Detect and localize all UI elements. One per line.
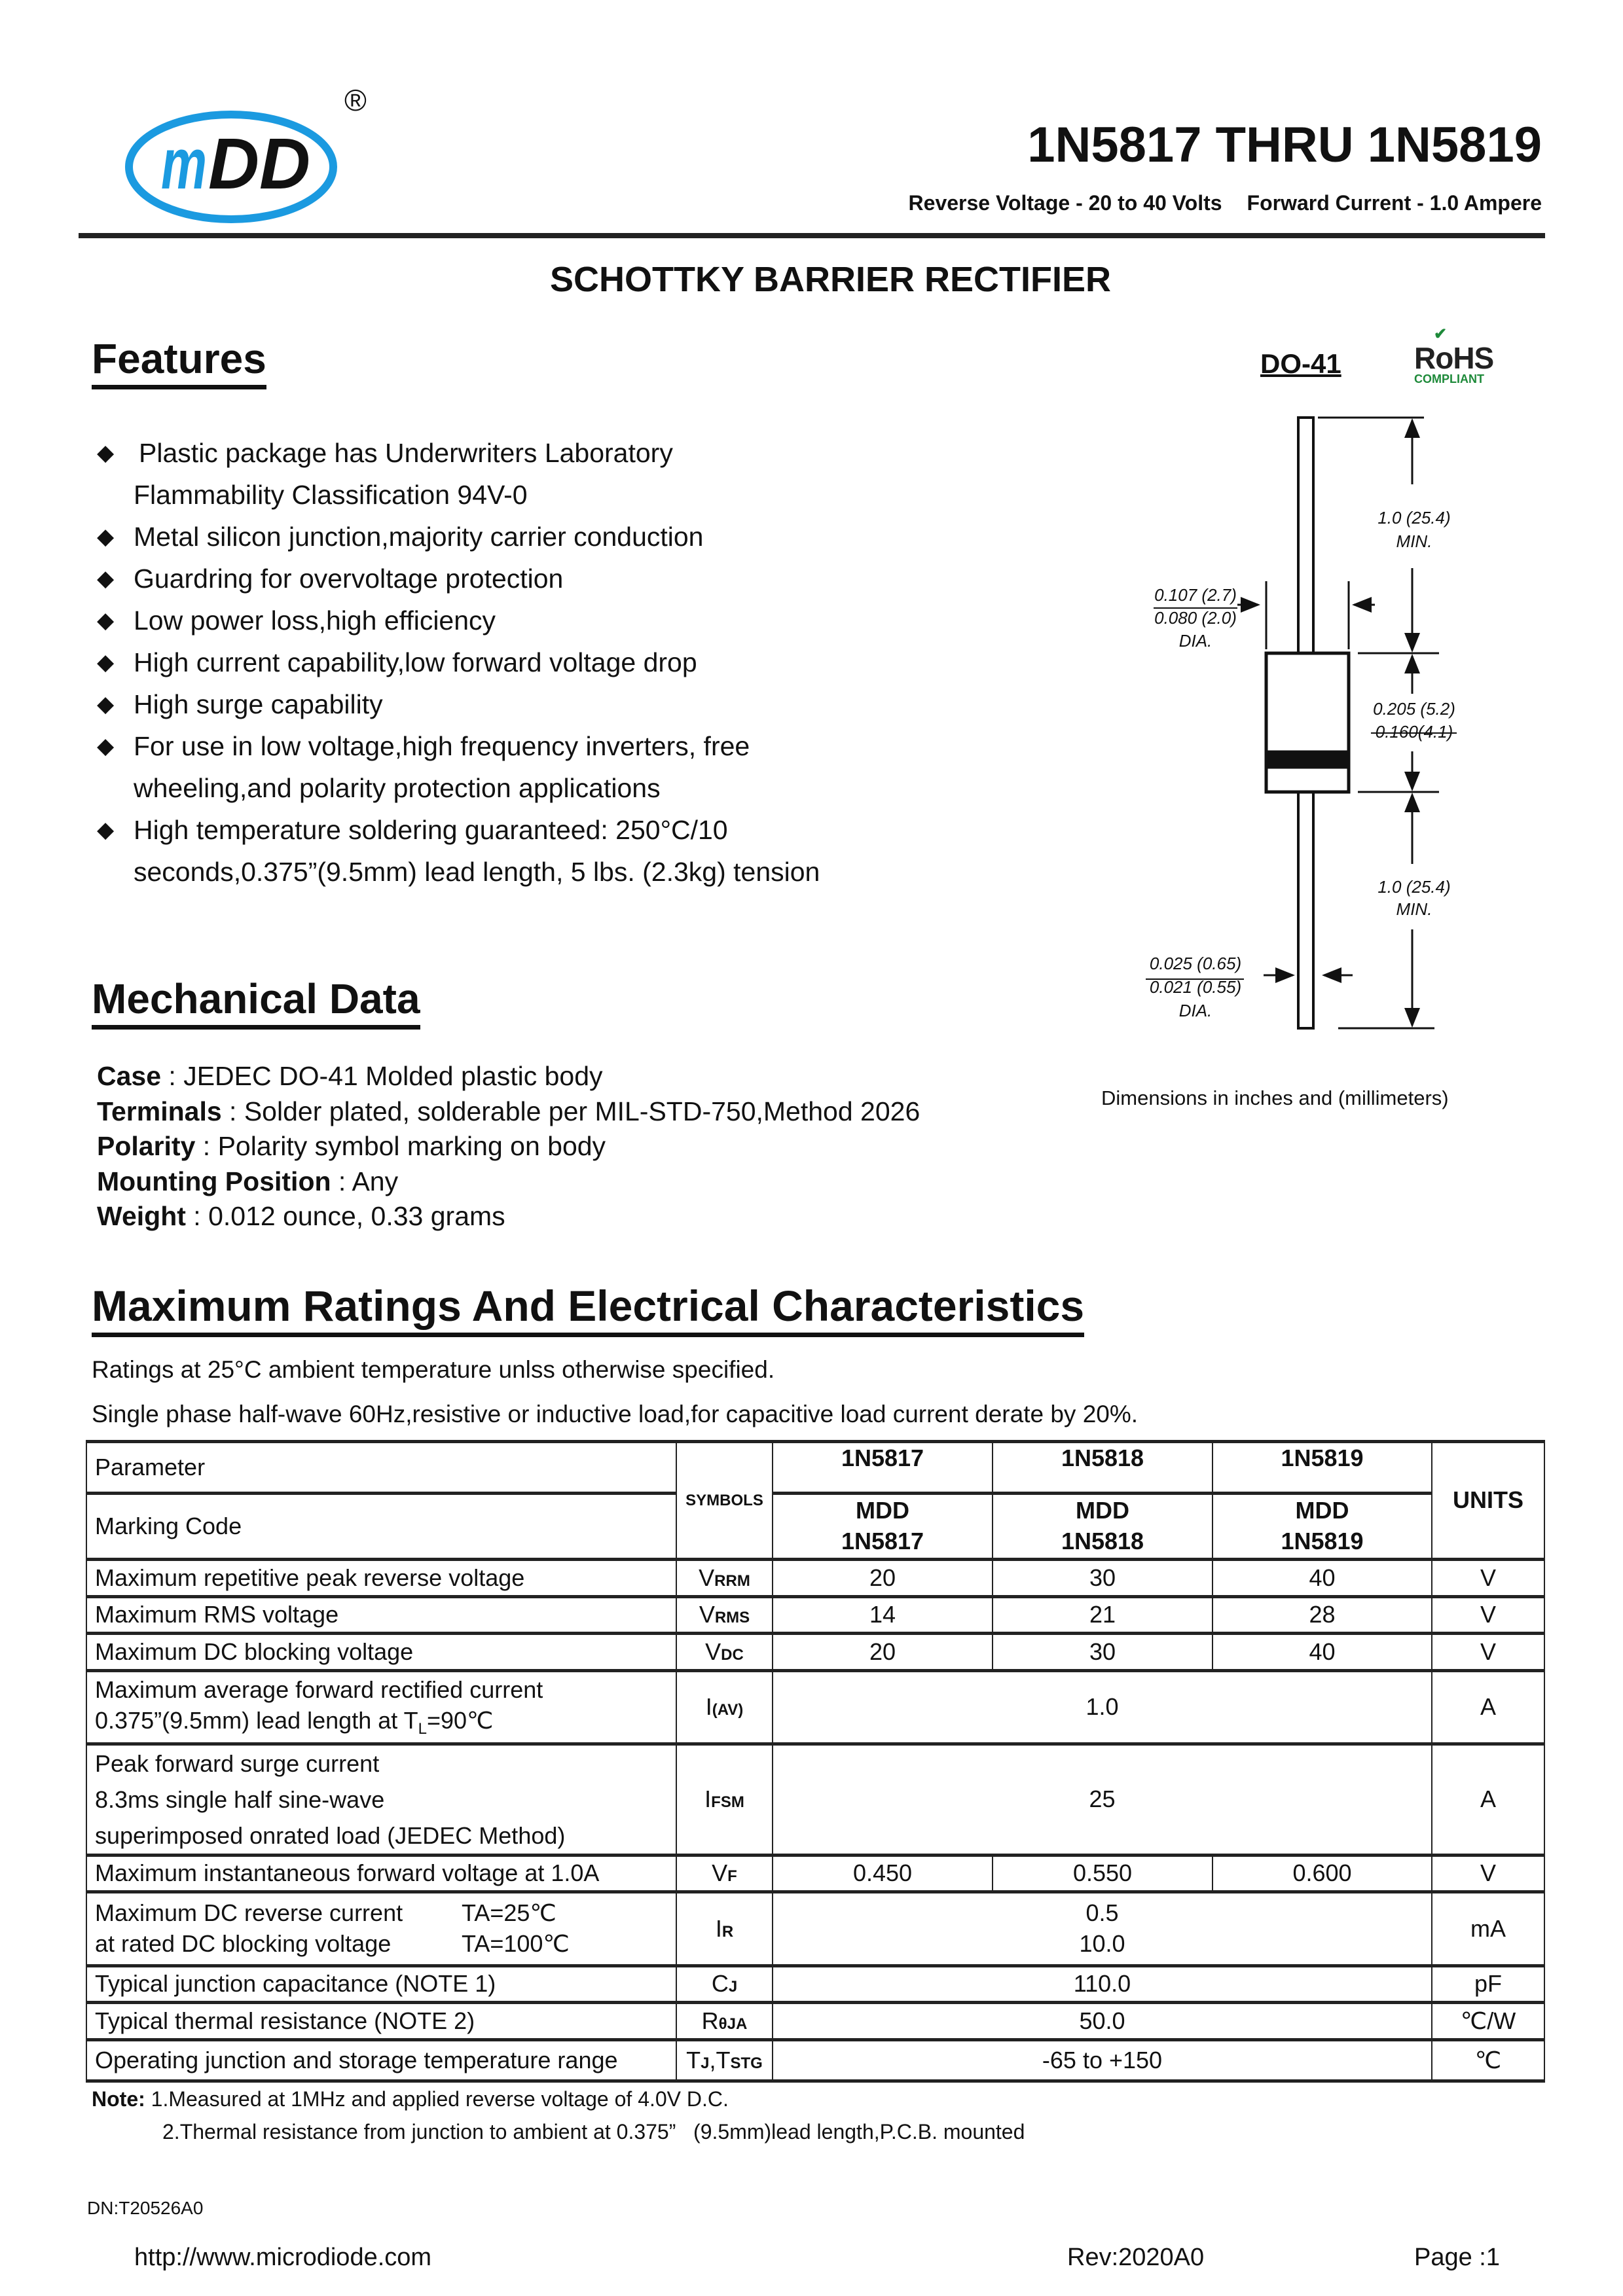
mechanical-data <box>97 1059 920 1234</box>
document-number: DN:T20526A0 <box>87 2198 204 2218</box>
note-1 <box>92 2083 1025 2115</box>
mech-row <box>97 1094 920 1130</box>
dim-body-dia-max: 0.107 (2.7) <box>1154 585 1237 605</box>
table-row <box>86 1966 1544 2003</box>
symbol-cell: IFSM <box>676 1744 773 1856</box>
value-cell: 30 <box>993 1560 1213 1597</box>
value-cell: -65 to +150 <box>773 2040 1432 2081</box>
param-cell: Maximum instantaneous forward voltage at 1.0A <box>86 1856 676 1892</box>
table-row <box>86 2003 1544 2040</box>
diamond-bullet-icon: ◆ <box>97 566 115 591</box>
forward-current: Forward Current - 1.0 Ampere <box>1247 191 1542 215</box>
feature-text: Metal silicon junction,majority carrier conduction <box>134 522 704 552</box>
page-number: Page :1 <box>1414 2244 1500 2271</box>
dim-lead-length-bottom-min: MIN. <box>1396 899 1432 919</box>
company-logo <box>124 105 340 229</box>
param-cell: Maximum repetitive peak reverse voltage <box>86 1560 676 1597</box>
mech-value: : Solder plated, solderable per MIL-STD-750,Method 2026 <box>221 1096 921 1126</box>
unit-cell: ℃ <box>1432 2040 1544 2081</box>
package-name: DO-41 <box>1260 348 1341 379</box>
diamond-bullet-icon: ◆ <box>97 608 115 633</box>
dim-lead-dia-max: 0.025 (0.65) <box>1149 954 1242 973</box>
table-row <box>86 1856 1544 1892</box>
param-cell: Maximum DC reverse current TA=25℃ at rated DC blocking voltage TA=100℃ <box>86 1892 676 1966</box>
param-cell: Maximum DC blocking voltage <box>86 1634 676 1671</box>
table-row <box>86 1597 1544 1634</box>
mech-value: : 0.012 ounce, 0.33 grams <box>185 1201 505 1231</box>
mech-row <box>97 1199 920 1234</box>
marking-brand: MDD <box>856 1497 909 1524</box>
mech-label: Mounting Position <box>97 1166 331 1196</box>
ratings-heading: Maximum Ratings And Electrical Characteristics <box>92 1282 1084 1337</box>
mech-value: : Any <box>331 1166 399 1196</box>
dimensions-caption: Dimensions in inches and (millimeters) <box>1101 1086 1449 1109</box>
do41-outline-diagram <box>1113 367 1571 1047</box>
feature-item <box>97 558 828 600</box>
value-cell: 40 <box>1213 1634 1432 1671</box>
param-cell: Peak forward surge current 8.3ms single half sine-wave superimposed onrated load (JEDEC Method) <box>86 1744 676 1856</box>
table-row <box>86 1892 1544 1966</box>
param-cell: Operating junction and storage temperature range <box>86 2040 676 2081</box>
value-cell: 20 <box>773 1634 993 1671</box>
features-list <box>97 432 828 893</box>
value-cell: 25 <box>773 1744 1432 1856</box>
symbol-cell: VDC <box>676 1634 773 1671</box>
dim-lead-dia-min: 0.021 (0.55) <box>1149 977 1242 997</box>
table-row <box>86 1634 1544 1671</box>
units-header: UNITS <box>1432 1442 1544 1560</box>
value-cell: 20 <box>773 1560 993 1597</box>
mech-label: Polarity <box>97 1131 196 1161</box>
value-cell: 0.600 <box>1213 1856 1432 1892</box>
marking-code <box>993 1494 1213 1560</box>
registered-mark: ® <box>344 83 367 117</box>
marking-part: 1N5818 <box>1061 1528 1144 1554</box>
features-heading: Features <box>92 335 266 389</box>
svg-text:DD: DD <box>208 124 310 204</box>
ratings-note-1: Ratings at 25°C ambient temperature unlss otherwise specified. <box>92 1356 775 1383</box>
diamond-bullet-icon: ◆ <box>97 440 115 465</box>
ratings-table <box>86 1440 1545 2083</box>
value-cell: 0.550 <box>993 1856 1213 1892</box>
reverse-voltage: Reverse Voltage - 20 to 40 Volts <box>908 191 1222 215</box>
mech-label: Terminals <box>97 1096 222 1126</box>
mech-row <box>97 1164 920 1200</box>
model-header: 1N5819 <box>1213 1442 1432 1494</box>
value-cell: 30 <box>993 1634 1213 1671</box>
table-row <box>86 1560 1544 1597</box>
marking-label: Marking Code <box>86 1494 676 1560</box>
mechanical-heading: Mechanical Data <box>92 975 420 1030</box>
note-2 <box>92 2115 1025 2148</box>
symbol-cell: VF <box>676 1856 773 1892</box>
dim-lead-dia-label: DIA. <box>1178 1001 1213 1020</box>
unit-cell: ℃/W <box>1432 2003 1544 2040</box>
feature-item <box>97 432 828 516</box>
part-title: 1N5817 THRU 1N5819 <box>1027 117 1542 173</box>
symbol-cell: I(AV) <box>676 1671 773 1744</box>
table-header-row <box>86 1442 1544 1494</box>
mech-label: Weight <box>97 1201 186 1231</box>
diamond-bullet-icon: ◆ <box>97 524 115 549</box>
value-cell: 1.0 <box>773 1671 1432 1744</box>
value-cell: 21 <box>993 1597 1213 1634</box>
diamond-bullet-icon: ◆ <box>97 650 115 675</box>
rohs-compliant-text: COMPLIANT <box>1414 372 1484 386</box>
unit-cell: A <box>1432 1744 1544 1856</box>
note-text: (9.5mm)lead length,P.C.B. mounted <box>693 2120 1025 2144</box>
dim-lead-length-top: 1.0 (25.4) <box>1377 508 1451 528</box>
value-cell: 0.5 10.0 <box>773 1892 1432 1966</box>
feature-text: For use in low voltage,high frequency inverters, free wheeling,and polarity protection applications <box>134 731 750 803</box>
website-link[interactable]: http://www.microdiode.com <box>134 2244 432 2271</box>
marking-brand: MDD <box>1076 1497 1129 1524</box>
ratings-note-2: Single phase half-wave 60Hz,resistive or inductive load,for capacitive load current derate by 20%. <box>92 1401 1139 1427</box>
feature-text: Low power loss,high efficiency <box>134 605 496 636</box>
marking-part: 1N5817 <box>841 1528 924 1554</box>
dim-body-length-min: 0.160(4.1) <box>1375 722 1453 742</box>
mech-row <box>97 1129 920 1164</box>
unit-cell: pF <box>1432 1966 1544 2003</box>
mech-value: : JEDEC DO-41 Molded plastic body <box>161 1061 603 1091</box>
unit-cell: V <box>1432 1560 1544 1597</box>
symbol-cell: VRMS <box>676 1597 773 1634</box>
mech-label: Case <box>97 1061 162 1091</box>
param-cell: Typical junction capacitance (NOTE 1) <box>86 1966 676 2003</box>
feature-item <box>97 809 828 893</box>
diamond-bullet-icon: ◆ <box>97 817 115 842</box>
feature-text: Plastic package has Underwriters Laboratory Flammability Classification 94V-0 <box>134 438 673 510</box>
feature-item <box>97 683 828 725</box>
header-divider <box>79 233 1545 238</box>
dim-body-dia-min: 0.080 (2.0) <box>1154 608 1237 628</box>
note-text: 1.Measured at 1MHz and applied reverse voltage of 4.0V D.C. <box>151 2087 729 2111</box>
rohs-check-icon: ✔ <box>1434 325 1448 343</box>
mech-row <box>97 1059 920 1094</box>
unit-cell: V <box>1432 1597 1544 1634</box>
parameter-header: Parameter <box>86 1442 676 1494</box>
param-cell: Maximum RMS voltage <box>86 1597 676 1634</box>
symbol-cell: TJ,TSTG <box>676 2040 773 2081</box>
ratings-summary <box>909 191 1542 215</box>
notes <box>92 2083 1025 2148</box>
table-row <box>86 1744 1544 1856</box>
feature-text: High current capability,low forward voltage drop <box>134 647 697 677</box>
marking-code <box>1213 1494 1432 1560</box>
dim-lead-length-bottom: 1.0 (25.4) <box>1377 877 1451 897</box>
dim-lead-length-top-min: MIN. <box>1396 531 1432 551</box>
table-row <box>86 1671 1544 1744</box>
feature-text: High temperature soldering guaranteed: 250°C/10 seconds,0.375”(9.5mm) lead length, 5 lbs. (2.3kg) tension <box>134 815 820 887</box>
feature-text: Guardring for overvoltage protection <box>134 564 564 594</box>
dim-body-dia-label: DIA. <box>1178 631 1213 651</box>
model-header: 1N5817 <box>773 1442 993 1494</box>
symbol-cell: IR <box>676 1892 773 1966</box>
value-cell: 14 <box>773 1597 993 1634</box>
marking-row <box>86 1494 1544 1560</box>
param-cell: Maximum average forward rectified current 0.375”(9.5mm) lead length at $T_L=90℃$ <box>86 1671 676 1744</box>
value-cell: 28 <box>1213 1597 1432 1634</box>
symbols-header: SYMBOLS <box>676 1442 773 1560</box>
marking-code <box>773 1494 993 1560</box>
unit-cell: A <box>1432 1671 1544 1744</box>
value-cell: 0.450 <box>773 1856 993 1892</box>
feature-item <box>97 516 828 558</box>
unit-cell: V <box>1432 1634 1544 1671</box>
feature-text: High surge capability <box>134 689 383 719</box>
note-text: 2.Thermal resistance from junction to ambient at 0.375” <box>162 2120 676 2144</box>
feature-item <box>97 600 828 641</box>
document-heading: SCHOTTKY BARRIER RECTIFIER <box>549 260 1112 299</box>
rohs-text: RoHS <box>1414 341 1494 375</box>
diamond-bullet-icon: ◆ <box>97 692 115 717</box>
unit-cell: mA <box>1432 1892 1544 1966</box>
revision: Rev:2020A0 <box>1067 2244 1205 2271</box>
symbol-cell: RθJA <box>676 2003 773 2040</box>
mech-value: : Polarity symbol marking on body <box>195 1131 606 1161</box>
feature-item <box>97 725 828 809</box>
model-header: 1N5818 <box>993 1442 1213 1494</box>
marking-part: 1N5819 <box>1281 1528 1364 1554</box>
unit-cell: V <box>1432 1856 1544 1892</box>
value-cell: 50.0 <box>773 2003 1432 2040</box>
value-cell: 110.0 <box>773 1966 1432 2003</box>
feature-item <box>97 641 828 683</box>
marking-brand: MDD <box>1295 1497 1349 1524</box>
dim-body-length-max: 0.205 (5.2) <box>1373 699 1455 719</box>
symbol-cell: CJ <box>676 1966 773 2003</box>
value-cell: 40 <box>1213 1560 1432 1597</box>
diamond-bullet-icon: ◆ <box>97 734 115 759</box>
symbol-cell: VRRM <box>676 1560 773 1597</box>
note-label: Note: <box>92 2087 145 2111</box>
param-cell: Typical thermal resistance (NOTE 2) <box>86 2003 676 2040</box>
table-row <box>86 2040 1544 2081</box>
svg-text:m: m <box>161 124 207 204</box>
